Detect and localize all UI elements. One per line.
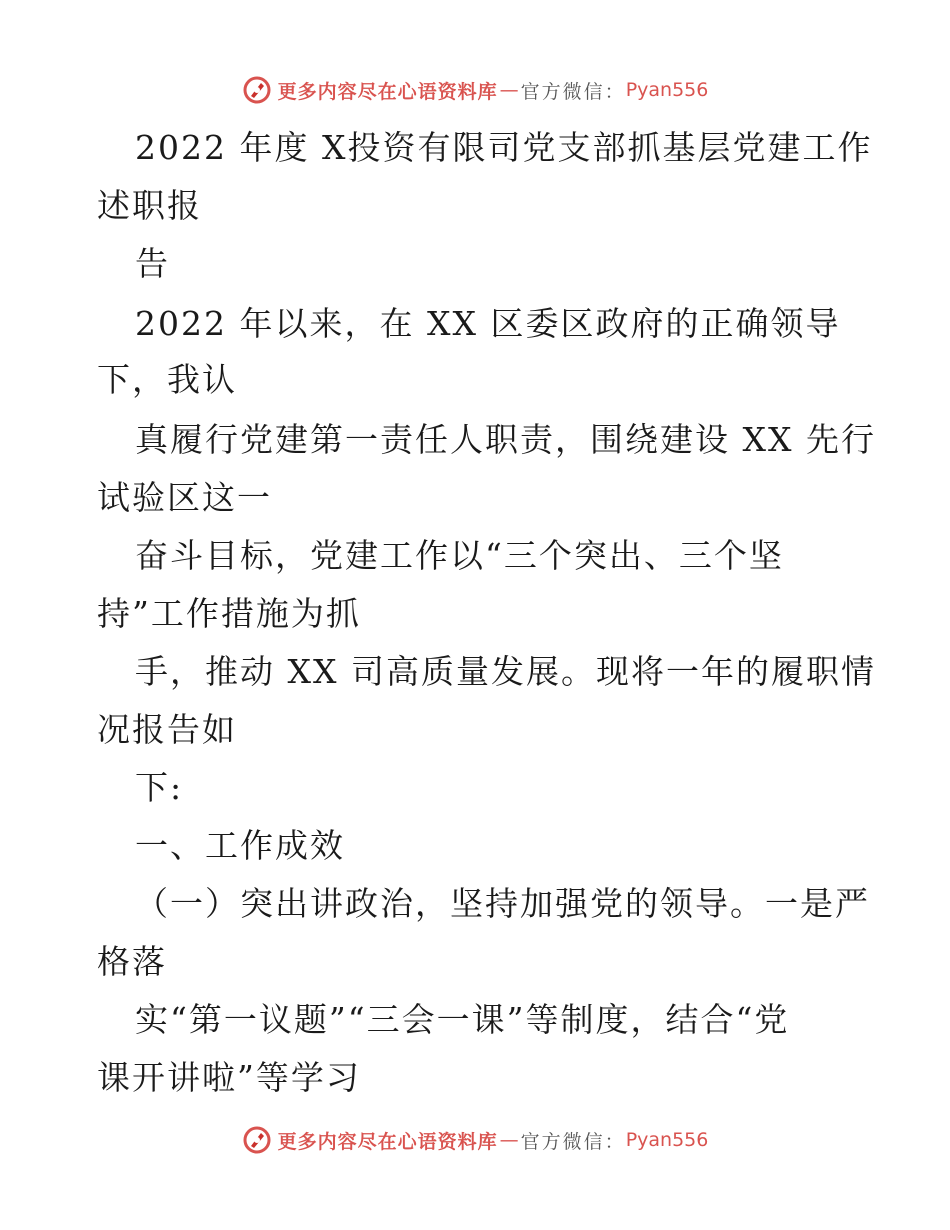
- document-line: 试验区这一: [97, 478, 272, 517]
- document-line: 2022 年以来，在 XX 区委区政府的正确领导: [135, 304, 841, 343]
- pen-seal-icon: [242, 75, 272, 105]
- banner-official-label: 官方微信：: [520, 80, 626, 103]
- document-line: 课开讲啦”等学习: [97, 1058, 361, 1097]
- document-line: 真履行党建第一责任人职责，围绕建设 XX 先行: [135, 420, 876, 459]
- banner-separator: —: [499, 79, 519, 101]
- document-line: 持”工作措施为抓: [97, 594, 361, 633]
- footer-watermark-banner: [0, 1120, 950, 1160]
- document-line: 下，我认: [97, 360, 237, 399]
- banner-brand-text: 更多内容尽在心语资料库: [277, 80, 498, 103]
- document-line: 格落: [97, 942, 167, 981]
- document-line: 2022 年度 X投资有限司党支部抓基层党建工作: [135, 128, 873, 167]
- banner-separator: —: [499, 1129, 519, 1151]
- header-watermark-banner: [0, 70, 950, 110]
- banner-account-id: Pyan556: [625, 1129, 709, 1151]
- document-line: 下:: [135, 768, 184, 807]
- section-heading: 一、工作成效: [135, 826, 345, 865]
- banner-brand-text: 更多内容尽在心语资料库: [277, 1130, 498, 1153]
- pen-seal-icon: [242, 1125, 272, 1155]
- banner-account-id: Pyan556: [625, 79, 709, 101]
- document-line: 实“第一议题”“三会一课”等制度，结合“党: [135, 1000, 790, 1039]
- document-line: 况报告如: [97, 710, 237, 749]
- subsection-heading: （一）突出讲政治，坚持加强党的领导。一是严: [135, 884, 870, 923]
- document-line: 告: [135, 244, 170, 283]
- document-line: 奋斗目标，党建工作以“三个突出、三个坚: [135, 536, 784, 575]
- document-line: 述职报: [97, 186, 202, 225]
- document-line: 手，推动 XX 司高质量发展。现将一年的履职情: [135, 652, 876, 691]
- banner-official-label: 官方微信：: [520, 1130, 626, 1153]
